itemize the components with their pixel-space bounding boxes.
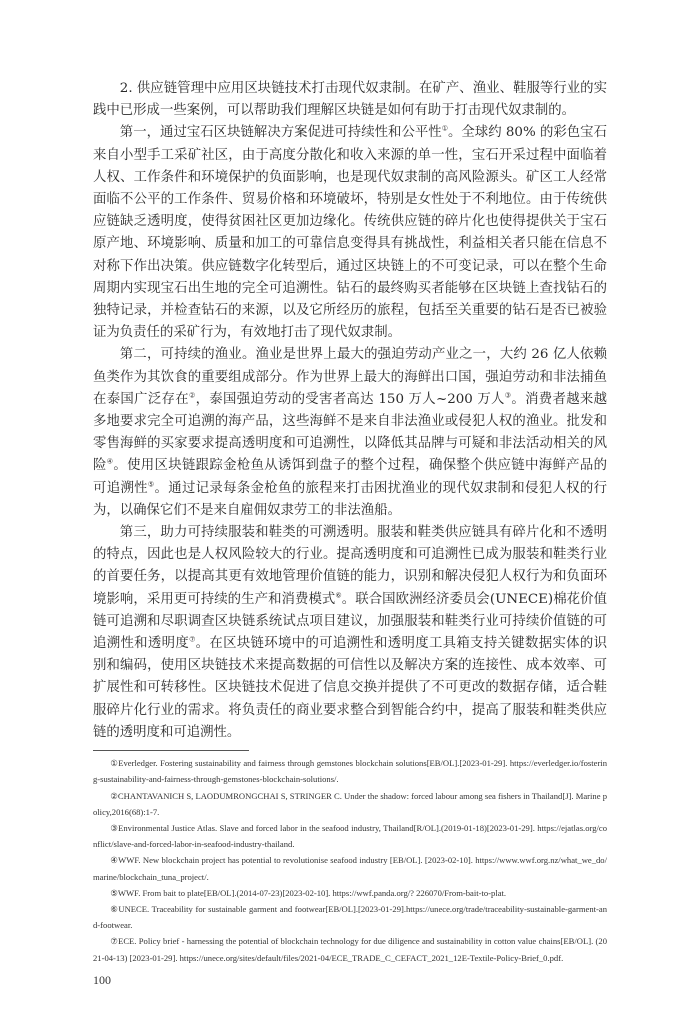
footnote-ref[interactable]: ⑥ — [335, 591, 342, 600]
paragraph-text: 。联合国欧洲经济委员会(UNECE)棉花价值链可追溯和尽职调查区块链系统试点项目建议，加强服装和鞋类行业可持续价值链的可追溯性和透明度 — [93, 591, 608, 652]
footnote-ref[interactable]: ② — [188, 391, 196, 400]
paragraph-text: 第二，可持续的渔业。渔业是世界上最大的强迫劳动产业之一，大约 26 亿人依赖鱼类作为其饮食的重要组成部分。作为世界上最大的海鲜出口国，强迫劳动和非法捕鱼在泰国广泛存在 — [93, 347, 607, 407]
footnote-7: ⑦ECE. Policy brief - harnessing the potential of blockchain technology for due diligence and sustainability in cotton value chains[EB/OL]. (2021-04-13) [2023-01-29]. https://unece.org/sites/default/files/2021-04/ECE_TRADE_C_CEFACT_2021_12E-Textile-Policy-Brief_0.pdf. — [93, 936, 607, 963]
paragraph-apparel — [93, 522, 607, 744]
page-number: 100 — [93, 972, 111, 987]
paragraph-text: 。使用区块链跟踪金枪鱼从诱饵到盘子的整个过程，确保整个供应链中海鲜产品的可追溯性 — [93, 458, 608, 496]
footnote-ref[interactable]: ③ — [504, 391, 512, 400]
paragraph-text: ，泰国强迫劳动的受害者高达 150 万人~200 万人 — [195, 391, 505, 407]
footnote-4: ④WWF. New blockchain project has potential to revolutionise seafood industry [EB/OL]. [2023-02-10]. https://www.wwf.org.nz/what_we_do/marine/blockchain_tuna_project/. — [93, 855, 607, 882]
footnote-separator — [93, 750, 249, 751]
footnote-ref[interactable]: ① — [441, 124, 448, 133]
footnote-ref[interactable]: ④ — [106, 457, 114, 466]
footnote-2: ②CHANTAVANICH S, LAODUMRONGCHAI S, STRINGER C. Under the shadow: forced labour among sea fishers in Thailand[J]. Marine policy,2016(68):1-7. — [93, 790, 607, 817]
paragraph-text: 。消费者越来越多地要求完全可追溯的海产品，这些海鲜不是来自非法渔业或侵犯人权的渔业。批发和零售海鲜的买家要求提高透明度和可追溯性，以降低其品牌与可疑和非法活动相关的风险 — [93, 391, 608, 474]
footnotes — [93, 755, 607, 966]
paragraph-text: 第三，助力可持续服装和鞋类的可溯透明。服装和鞋类供应链具有碎片化和不透明的特点，因此也是人权风险较大的行业。提高透明度和可追溯性已成为服装和鞋类行业的首要任务，以提高其更有效地管理价值链的能力，识别和解决侵犯人权行为和负面环境影响，采用更可持续的生产和消费模式 — [93, 525, 607, 607]
paragraph-text: 第一，通过宝石区块链解决方案促进可持续性和公平性 — [119, 125, 442, 141]
footnote-5: ⑤WWF. From bait to plate[EB/OL].(2014-07-23)[2023-02-10]. https://wwf.panda.org/? 226070/From-bait-to-plat. — [110, 887, 507, 898]
footnote-ref[interactable]: ⑦ — [189, 635, 196, 644]
footnote-1: ①Everledger. Fostering sustainability and fairness through gemstones blockchain solutions[EB/OL].[2023-01-29]. https://everledger.io/fostering-sustainability-and-fairness-through-gemstones-blockchain-solutions/. — [93, 758, 607, 785]
paragraph-text: 。在区块链环境中的可追溯性和透明度工具箱支持关键数据实体的识别和编码，使用区块链技术来提高数据的可信性以及解决方案的连接性、成本效率、可扩展性和可转移性。区块链技术促进了信息交换并提供了不可更改的数据存储，适合鞋服碎片化行业的需求。将负责任的商业要求整合到智能合约中，提高了服装和鞋类供应链的透明度和可追溯性。 — [93, 636, 608, 740]
paragraph-fisheries — [93, 344, 607, 522]
footnote-ref[interactable]: ⑤ — [147, 480, 155, 489]
paragraph-intro: 2. 供应链管理中应用区块链技术打击现代奴隶制。在矿产、渔业、鞋服等行业的实践中已形成一些案例，可以帮助我们理解区块链是如何有助于打击现代奴隶制的。 — [93, 81, 607, 119]
paragraph-gemstones — [93, 122, 607, 344]
paragraph-text: 。通过记录每条金枪鱼的旅程来打击困扰渔业的现代奴隶制和侵犯人权的行为，以确保它们不是来自雇佣奴隶劳工的非法渔船。 — [93, 480, 607, 518]
footnote-3: ③Environmental Justice Atlas. Slave and forced labor in the seafood industry, Thailand[R/OL].(2019-01-18)[2023-01-29]. https://ejatlas.org/conflict/slave-and-forced-labor-in-seafood-industry-thailand. — [93, 822, 607, 850]
footnote-6: ⑥UNECE. Traceability for sustainable garment and footwear[EB/OL].[2023-01-29].https://unece.org/trade/traceability-sustainable-garment-and-footwear. — [93, 903, 607, 931]
body-text — [93, 78, 607, 744]
paragraph-text: 。全球约 80% 的彩色宝石来自小型手工采矿社区，由于高度分散化和收入来源的单一性，宝石开采过程中面临着人权、工作条件和环境保护的负面影响，也是现代奴隶制的高风险源头。矿区工人经常面临不公平的工作条件、贸易价格和环境破坏，特别是女性处于不利地位。由于传统供应链缺乏透明度，使得贫困社区更加边缘化。传统供应链的碎片化也使得提供关于宝石原产地、环境影响、质量和加工的可靠信息变得具有挑战性，利益相关者只能在信息不对称下作出决策。供应链数字化转型后，通过区块链上的不可变记录，可以在整个生命周期内实现宝石出生地的完全可追溯性。钻石的最终购买者能够在区块链上查找钻石的独特记录，并检查钻石的来源，以及它所经历的旅程，包括至关重要的钻石是否已被验证为负责任的采矿行为，有效地打击了现代奴隶制。 — [93, 125, 607, 341]
